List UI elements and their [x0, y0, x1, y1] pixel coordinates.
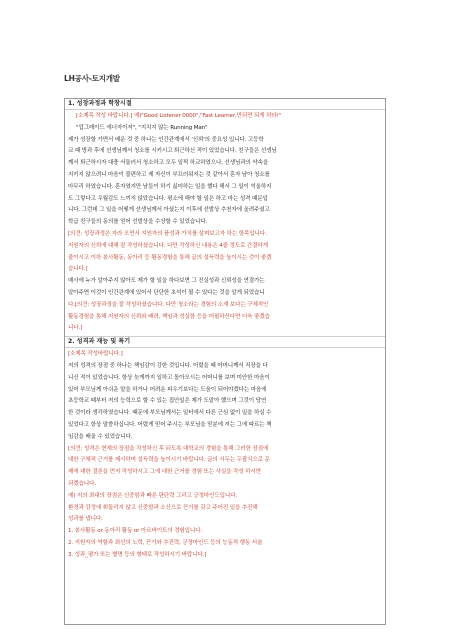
- essay-table: [64, 98, 386, 625]
- comment-line: 활동경험을 통해 지원자의 신뢰와 배려, 책임과 성실함 등을 어필하신다면 더욱 좋겠습: [68, 313, 270, 320]
- text-line: 임감을 배울 수 있었습니다.: [68, 433, 133, 440]
- text-line: 께서 퇴근하시자 대충 서둘러서 청소하고 모두 일찍 하교하였으나, 선생님과의 약속을: [68, 160, 269, 167]
- document-title: LH공사-토지개발: [64, 74, 120, 83]
- comment-line: 줄이시고 이하 봉사활동, 동아리 등 활동경험을 통해 글의 설득력을 높이시는 것이 좋겠: [68, 254, 272, 261]
- comment-line: [의견: 성격은 현재의 장점을 작성하신 후 되도록 대학교의 경험을 통해 그러한 장점에: [68, 445, 269, 452]
- text-line: 교 때 방과 후에 선생님께서 청소를 시키시고 퇴근하신 적이 있었습니다. 친구들은 선생님: [68, 148, 277, 155]
- text-line: 도 그렇다고 우월감도 느끼지 않았습니다. 평소에 해야 할 일은 하고 마는 성격 때문입: [68, 195, 268, 202]
- text-line: 저의 성격의 장점 중 하나는 책임감이 강한 것입니다. 어렸을 때 어머니께서 직장을 다: [68, 362, 268, 369]
- text-line: 학급 친구들의 동의를 얻어 선발상을 수상할 수 있었습니다.: [68, 219, 208, 226]
- section-body-2: [65, 348, 385, 562]
- comment-line: 3. 성과_평가 또는 별명 등의 형태로 작성하시기 바랍니다.]: [68, 551, 207, 558]
- text-line: 니신 적이 있었습니다. 항상 늦게까지 일하고 돌아오시는 어머니를 보며 미안한 마음이: [68, 374, 270, 381]
- comment-line: 성과를 냅니다.: [68, 516, 103, 523]
- comment-line: 다.[의견: 성장과정을 잘 작성하셨습니다. 다만 청소라는 경험의 소재 보다는 구체적인: [68, 301, 269, 308]
- comment-line: 되겠습니다.: [68, 480, 96, 487]
- comment-line: 예) 저의 최대의 장점은 신중함과 빠른 판단력 그리고 긍정마인드입니다.: [68, 492, 238, 499]
- text-line: 초등학교 때부터 저의 능력으로 할 수 있는 집안일은 제가 도맡아 했으며 그것이 당연: [68, 398, 267, 405]
- text-line: 알아주면 이것이 인간관계에 있어서 단단한 초석이 될 수 있다는 것을 알게 되었습니: [68, 289, 265, 296]
- comment-line: 지원자의 신뢰에 대해 잘 작성하셨습니다. 다만 작성하신 내용은 4줄 정도로 간결하게: [68, 242, 268, 249]
- text-line: 매사에 누가 알아주지 않아도 제가 할 일을 하다보면 그 진실성과 신뢰성을 연결가는: [68, 278, 265, 285]
- comment-line: 제에 대한 결론을 먼저 작성하시고 그에 대한 근거를 경험 또는 사실을 작성 하시면: [68, 469, 261, 476]
- comment-line: [소제목 작성 바랍니다.] 예)"Good Listener 0000","Fast Learner,만되면 되게 하라!": [76, 113, 282, 119]
- text-line: 있어 부모님께 아쉬운 말을 하거나 어려운 피우기보다는 도움이 되어야겠다는 마음에: [68, 386, 267, 393]
- comment-line: [소제목 작성바랍니다.]: [68, 351, 123, 358]
- comment-line: 습니다.]: [68, 266, 88, 273]
- text-line: 한 것이라 생각하였습니다. 때문에 부모님께서는 일터에서 다른 근심 없이 일을 하실 수: [68, 410, 272, 417]
- comment-line: [의견: 성장과정은 자라 오면서 지원자의 품성과 가치를 살펴보고자 하는 항목입니다.: [68, 230, 267, 237]
- section-heading-1: 1. 성장과정과 학창시절: [65, 99, 385, 110]
- section-body-1: [65, 110, 385, 336]
- section-heading-2: 2. 성격과 재능 및 특기: [65, 336, 385, 348]
- comment-line: 2. 지원자의 역할과 최선의 노력, 끈기와 추진력, 긍정마인드 등의 능동적 행동 서술: [68, 539, 263, 546]
- comment-line: 환경과 감정에 휘둘리지 않고 신중함과 소신으로 끈기를 갖고 주어진 일을 추진해: [68, 504, 258, 511]
- text-line: 제가 성장할 가면서 배운 것 중 하나는 인간관계에서 '신뢰'의 중요성 입니다. 고등학: [68, 136, 264, 143]
- text-line: 있었다고 항상 말씀하십니다. 어렸게 믿어 주시는 부모님을 믿분에 저는 그에 따르는 책: [68, 421, 272, 428]
- comment-line: 대한 구체적 근거를 제시하며 설득력을 높이시기 바랍니다. 글의 서두는 두괄식으로 문: [68, 457, 270, 464]
- text-line: 마무리 하였습니다. 혼자였지만 남들이 하기 싫어하는 일을 했다 해서 그 일이 억울하지: [68, 183, 272, 190]
- text-line: "업그레이드 에너자이저", "지치지 않는 Running Man": [76, 124, 208, 131]
- text-line: 니다. 그런데 그 일을 어떻게 선생님께서 아셨는지 이후에 선발상 추천자에 올려주셨고: [68, 207, 270, 214]
- comment-line: 1. 봉사활동 or 동아리 활동 or 아르바이트의 경험입니다.: [68, 528, 202, 535]
- text-line: 지키지 않으려니 마음이 불편하고 제 자신이 부끄러워지는 것 같아서 혼자 남아 청소를: [68, 171, 270, 178]
- comment-line: 니다.]: [68, 325, 83, 332]
